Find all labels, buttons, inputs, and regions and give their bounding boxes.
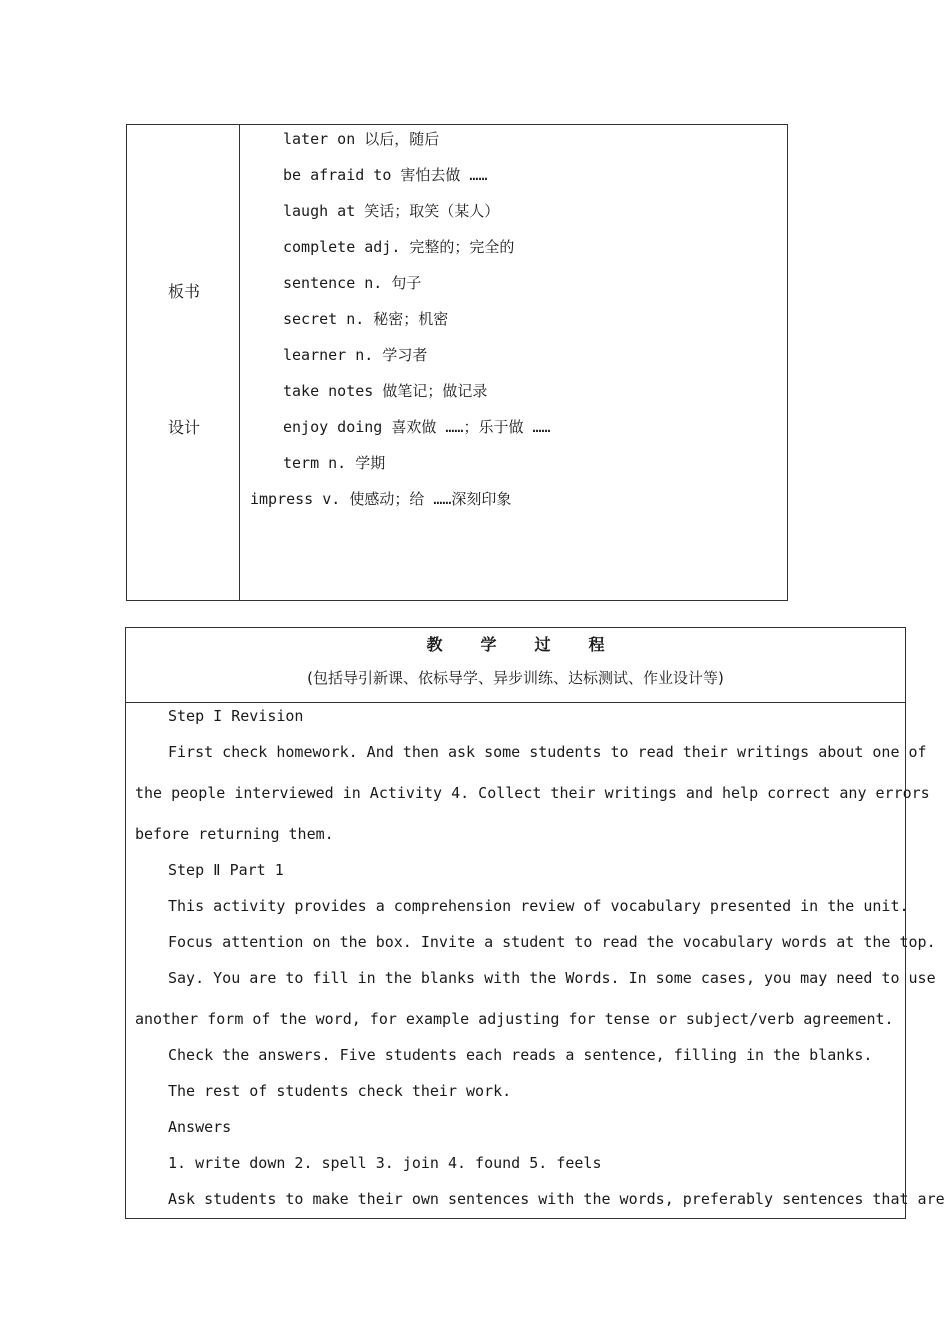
vocab-item: secret n. 秘密；机密 bbox=[283, 310, 449, 328]
step-heading: Step Ⅱ Part 1 bbox=[168, 861, 284, 879]
step-heading: Step I Revision bbox=[168, 707, 304, 725]
paragraph-line: Ask students to make their own sentences with the words, preferably sentences that are bbox=[168, 1190, 945, 1208]
board-design-label-cell bbox=[127, 125, 240, 600]
vocab-item: later on 以后，随后 bbox=[283, 130, 440, 148]
paragraph-line: The rest of students check their work. bbox=[168, 1082, 512, 1100]
board-design-table bbox=[126, 124, 788, 601]
board-label-bottom: 设计 bbox=[168, 418, 201, 437]
paragraph-line: This activity provides a comprehension review of vocabulary presented in the unit. bbox=[168, 897, 909, 915]
teaching-process-title: 教学过程 bbox=[426, 635, 643, 654]
paragraph-line: before returning them. bbox=[135, 825, 334, 843]
vocab-item: enjoy doing 喜欢做 ……；乐于做 …… bbox=[283, 418, 551, 436]
vocab-item: take notes 做笔记；做记录 bbox=[283, 382, 488, 400]
vocab-item: laugh at 笑话；取笑（某人） bbox=[283, 202, 500, 220]
vocab-item: term n. 学期 bbox=[283, 454, 386, 472]
paragraph-line: another form of the word, for example adjusting for tense or subject/verb agreement. bbox=[135, 1010, 894, 1028]
paragraph-line: Say. You are to fill in the blanks with the Words. In some cases, you may need to use bbox=[168, 969, 936, 987]
vocab-item: learner n. 学习者 bbox=[283, 346, 428, 364]
teaching-process-subtitle: (包括导引新课、依标导学、异步训练、达标测试、作业设计等) bbox=[307, 669, 724, 687]
paragraph-line: the people interviewed in Activity 4. Collect their writings and help correct any errors bbox=[135, 784, 930, 802]
paragraph-line: Focus attention on the box. Invite a student to read the vocabulary words at the top. bbox=[168, 933, 936, 951]
board-label-top: 板书 bbox=[168, 282, 201, 301]
teaching-process-header bbox=[126, 628, 905, 703]
vocab-item: complete adj. 完整的；完全的 bbox=[283, 238, 515, 256]
answers-list: 1. write down 2. spell 3. join 4. found 5. feels bbox=[168, 1154, 602, 1172]
vocab-item: be afraid to 害怕去做 …… bbox=[283, 166, 488, 184]
vocab-item: sentence n. 句子 bbox=[283, 274, 422, 292]
paragraph-line: Check the answers. Five students each reads a sentence, filling in the blanks. bbox=[168, 1046, 873, 1064]
answers-heading: Answers bbox=[168, 1118, 232, 1136]
teaching-process-table bbox=[125, 627, 945, 1219]
paragraph-line: First check homework. And then ask some students to read their writings about one of bbox=[168, 743, 927, 761]
vocab-item: impress v. 使感动；给 ……深刻印象 bbox=[250, 490, 512, 508]
